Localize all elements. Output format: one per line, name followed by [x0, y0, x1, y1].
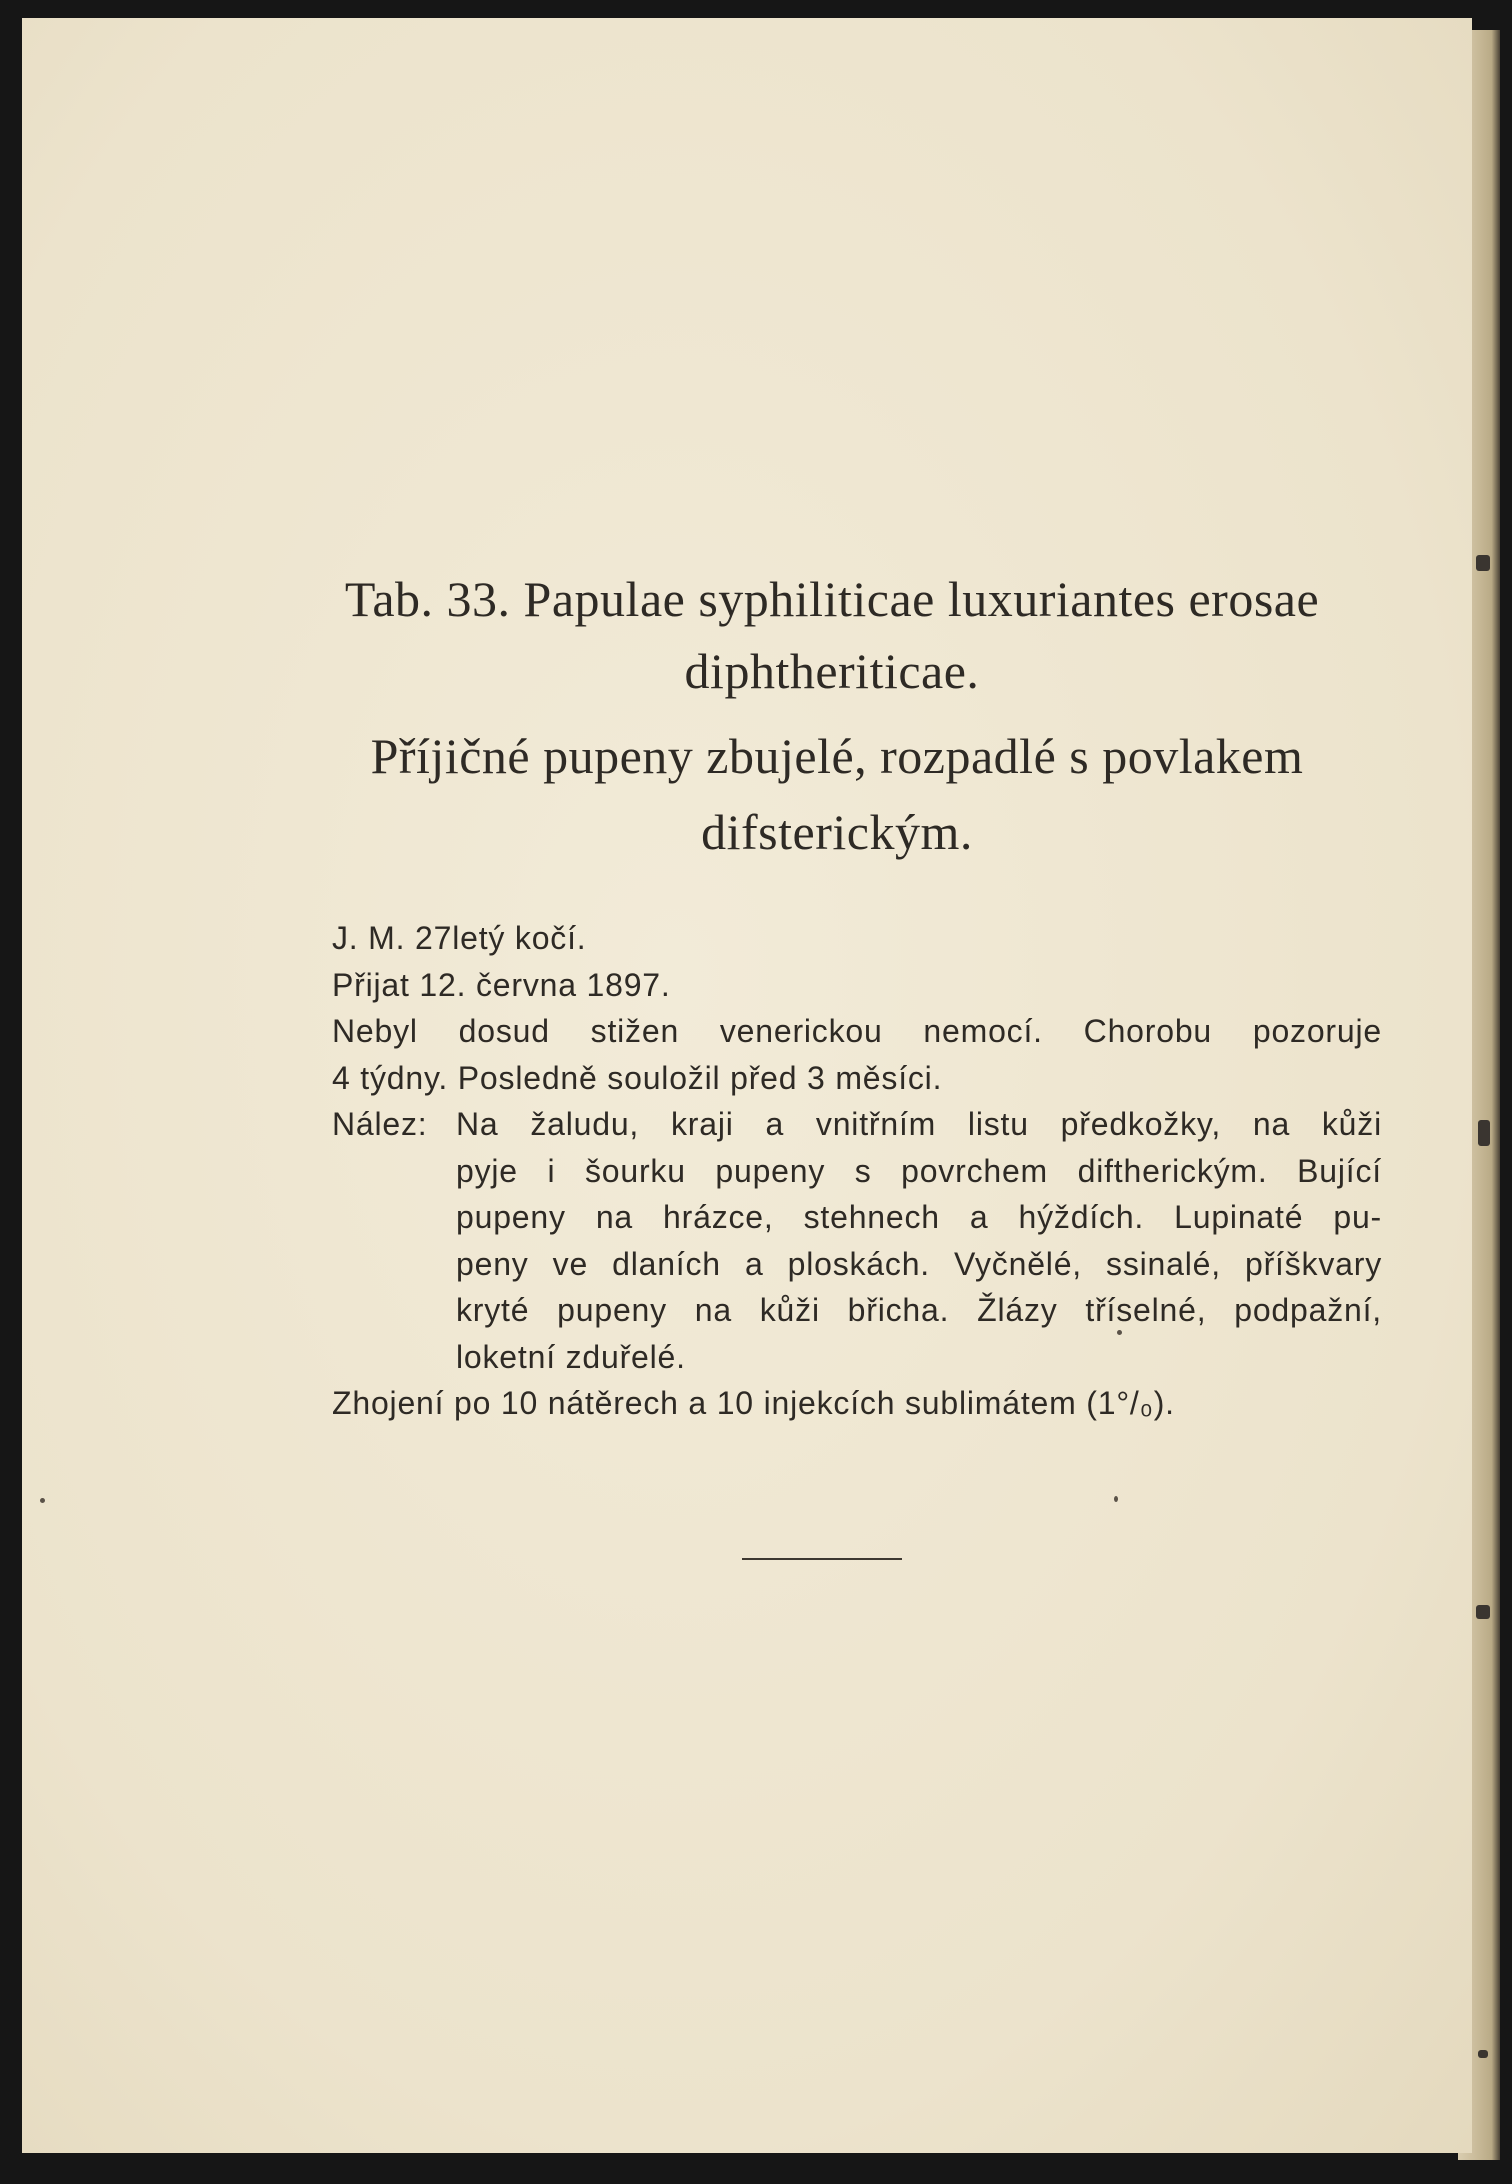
print-speck — [40, 1498, 45, 1503]
plate-title — [267, 563, 1397, 707]
edge-mark — [1476, 555, 1490, 571]
plate-subtitle-line-2: difsterickým. — [701, 804, 973, 860]
history-line-2: 4 týdny. Posledně souložil před 3 měsíci. — [332, 1059, 943, 1096]
finding-line-2: pyje i šourku pupeny s povrchem diftherickým. Bující — [456, 1152, 1382, 1189]
finding-line-4: peny ve dlaních a ploskách. Vyčnělé, ssinalé, příškvary — [456, 1245, 1382, 1282]
admission-line: Přijat 12. června 1897. — [332, 966, 671, 1003]
plate-title-line-2: diphtheriticae. — [684, 643, 980, 699]
outcome-line: Zhojení po 10 nátěrech a 10 injekcích sublimátem (1°/₀). — [332, 1385, 1175, 1421]
finding-label: Nález: — [332, 1106, 428, 1142]
book-page — [22, 18, 1472, 2153]
edge-mark — [1478, 1120, 1490, 1146]
finding-text-1: Na žaludu, kraji a vnitřním listu předkožky, na kůži — [456, 1106, 1382, 1142]
edge-mark — [1476, 1605, 1490, 1619]
finding-line-3: pupeny na hrázce, stehnech a hýždích. Lupinaté pu- — [456, 1199, 1382, 1235]
finding-line-1 — [332, 1101, 1382, 1148]
finding-line-6: loketní zduřelé. — [456, 1338, 686, 1375]
history-line-1: Nebyl dosud stižen venerickou nemocí. Chorobu pozoruje — [332, 1013, 1382, 1049]
plate-subtitle — [292, 718, 1382, 870]
plate-subtitle-line-1: Příjičné pupeny zbujelé, rozpadlé s povlakem — [370, 728, 1304, 784]
print-speck — [1117, 1330, 1122, 1335]
closing-rule — [742, 1558, 902, 1560]
case-report — [332, 915, 1382, 1427]
plate-title-line-1: Tab. 33. Papulae syphiliticae luxuriantes erosae — [344, 571, 1320, 627]
page-content — [22, 18, 1472, 2153]
finding-line-5: kryté pupeny na kůži břicha. Žlázy tříselné, podpažní, — [456, 1292, 1382, 1328]
patient-line: J. M. 27letý kočí. — [332, 920, 587, 956]
print-speck — [1114, 1496, 1118, 1502]
edge-mark — [1478, 2050, 1488, 2058]
